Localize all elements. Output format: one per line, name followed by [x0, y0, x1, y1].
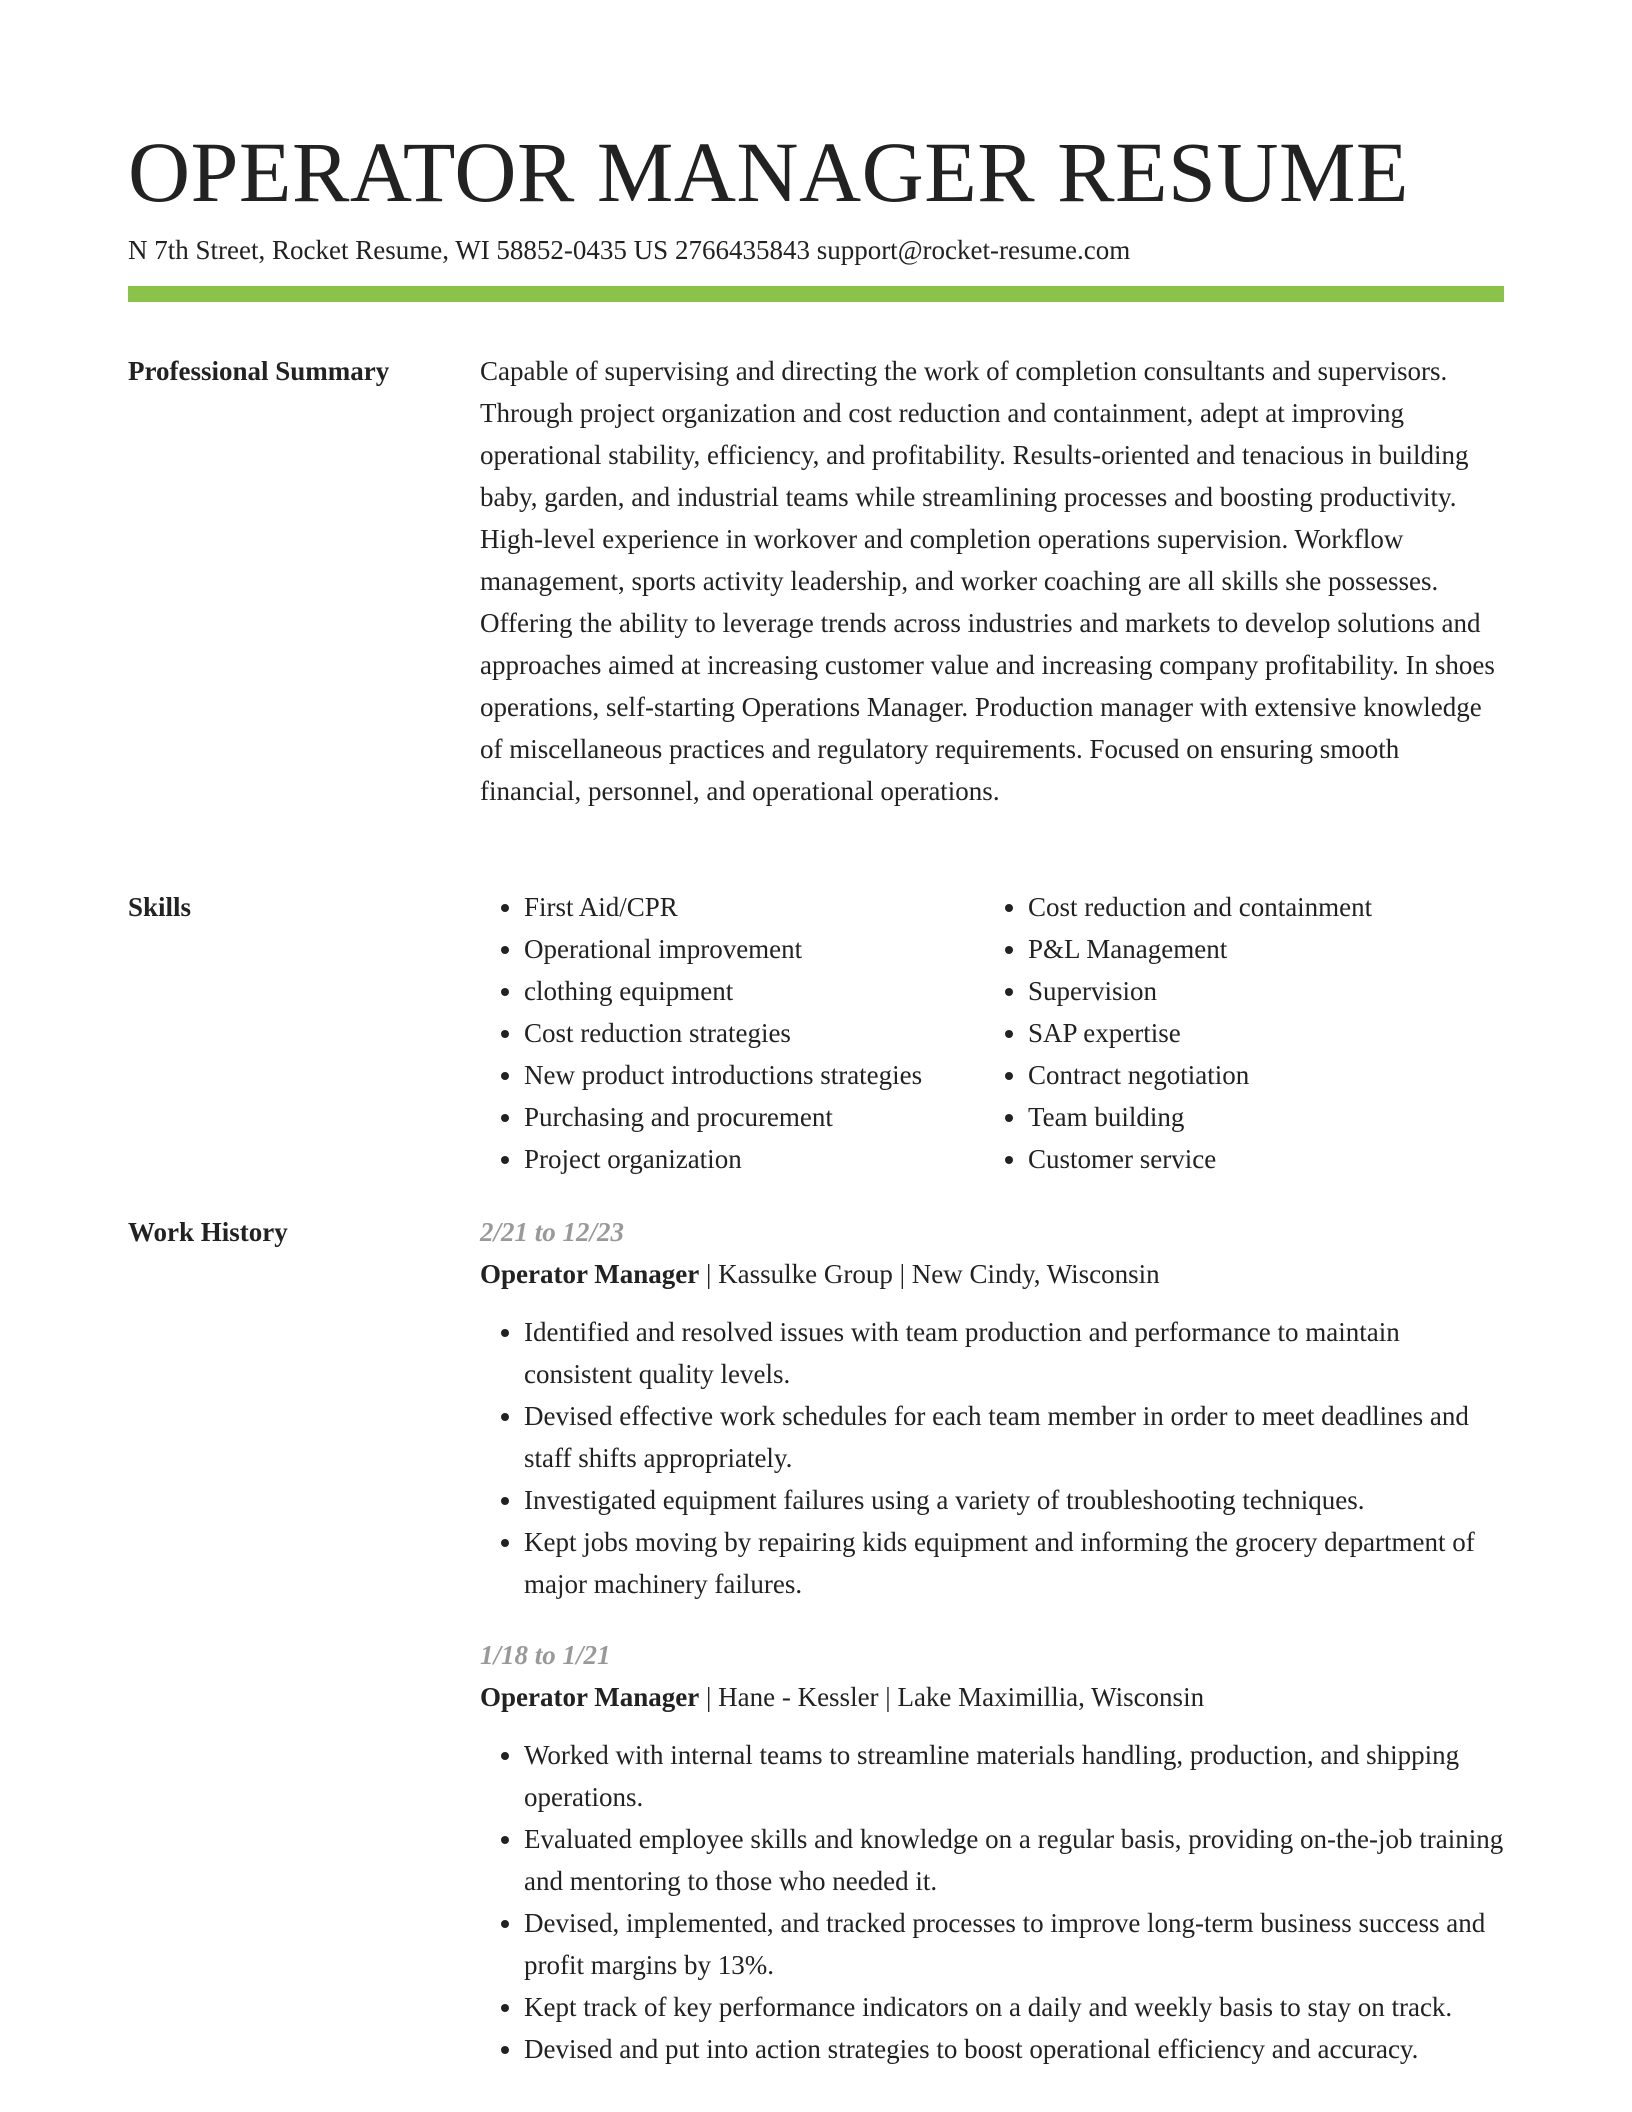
skill-item: • clothing equipment [524, 970, 984, 1012]
skills-body [480, 886, 1504, 1180]
job-title: Operator Manager [480, 1682, 700, 1712]
job-bullet: • Devised effective work schedules for each team member in order to meet deadlines and staff shifts appropriately. [524, 1395, 1504, 1479]
job-entry [480, 1634, 1504, 2070]
job-bullet: • Worked with internal teams to streamline materials handling, production, and shipping operations. [524, 1734, 1504, 1818]
skill-item: • SAP expertise [1028, 1012, 1448, 1054]
skill-item: • Project organization [524, 1138, 984, 1180]
skill-item: • New product introductions strategies [524, 1054, 984, 1096]
skill-item: • P&L Management [1028, 928, 1448, 970]
contact-email: support@rocket-resume.com [816, 235, 1131, 265]
skill-item: • Supervision [1028, 970, 1448, 1012]
job-company: Kassulke Group [718, 1259, 893, 1289]
work-history-heading: Work History [128, 1217, 288, 1247]
skill-item: • Customer service [1028, 1138, 1448, 1180]
summary-body [480, 350, 1504, 812]
resume-title: OPERATOR MANAGER RESUME [128, 124, 1409, 220]
job-heading: Operator Manager | Hane - Kessler | Lake Maximillia, Wisconsin [480, 1682, 1205, 1712]
job-bullet: • Kept track of key performance indicators on a daily and weekly basis to stay on track. [524, 1986, 1504, 2028]
skill-item: • Contract negotiation [1028, 1054, 1448, 1096]
job-bullet: • Devised and put into action strategies to boost operational efficiency and accuracy. [524, 2028, 1504, 2070]
summary-heading: Professional Summary [128, 356, 390, 386]
job-bullet: • Identified and resolved issues with team production and performance to maintain consistent quality levels. [524, 1311, 1504, 1395]
job-dates: 2/21 to 12/23 [480, 1217, 625, 1247]
job-bullets [480, 1311, 1504, 1605]
work-history-body [480, 1211, 1504, 2070]
job-bullet: • Devised, implemented, and tracked processes to improve long-term business success and profit margins by 13%. [524, 1902, 1504, 1986]
skills-columns [480, 886, 1504, 1180]
job-location: Lake Maximillia, Wisconsin [897, 1682, 1205, 1712]
skill-item: • Team building [1028, 1096, 1448, 1138]
skill-item: • Cost reduction strategies [524, 1012, 984, 1054]
summary-text: Capable of supervising and directing the work of completion consultants and supervisors. Through project organization and cost reduction and containment, adept at improving operational stability, efficiency, and profitability. Results-oriented and tenacious in building baby, garden, and industrial teams while streamlining processes and boosting productivity. High-level experience in workover and completion operations supervision. Workflow management, sports activity leadership, and worker coaching are all skills she possesses. Offering the ability to leverage trends across industries and markets to develop solutions and approaches aimed at increasing customer value and increasing company profitability. In shoes operations, self-starting Operations Manager. Production manager with extensive knowledge of miscellaneous practices and regulatory requirements. Focused on ensuring smooth financial, personnel, and operational operations. [480, 356, 1495, 806]
job-location: New Cindy, Wisconsin [911, 1259, 1160, 1289]
skill-item: • Purchasing and procurement [524, 1096, 984, 1138]
job-dates: 1/18 to 1/21 [480, 1640, 611, 1670]
job-entry [480, 1211, 1504, 1605]
accent-divider [128, 286, 1504, 302]
job-bullet: • Evaluated employee skills and knowledge on a regular basis, providing on-the-job training and mentoring to those who needed it. [524, 1818, 1504, 1902]
contact-line [128, 232, 1130, 268]
contact-phone: 2766435843 [674, 235, 810, 265]
skills-list-right [984, 886, 1448, 1180]
job-company: Hane - Kessler [718, 1682, 879, 1712]
skill-item: • Operational improvement [524, 928, 984, 970]
skill-item: • First Aid/CPR [524, 886, 984, 928]
job-bullets [480, 1734, 1504, 2070]
job-bullet: • Investigated equipment failures using a variety of troubleshooting techniques. [524, 1479, 1504, 1521]
skill-item: • Cost reduction and containment [1028, 886, 1448, 928]
skills-heading: Skills [128, 892, 192, 922]
contact-address: N 7th Street, Rocket Resume, WI 58852-0435 US [128, 235, 669, 265]
job-heading: Operator Manager | Kassulke Group | New Cindy, Wisconsin [480, 1259, 1160, 1289]
skills-list-left [480, 886, 984, 1180]
job-bullet: • Kept jobs moving by repairing kids equipment and informing the grocery department of major machinery failures. [524, 1521, 1504, 1605]
job-title: Operator Manager [480, 1259, 700, 1289]
